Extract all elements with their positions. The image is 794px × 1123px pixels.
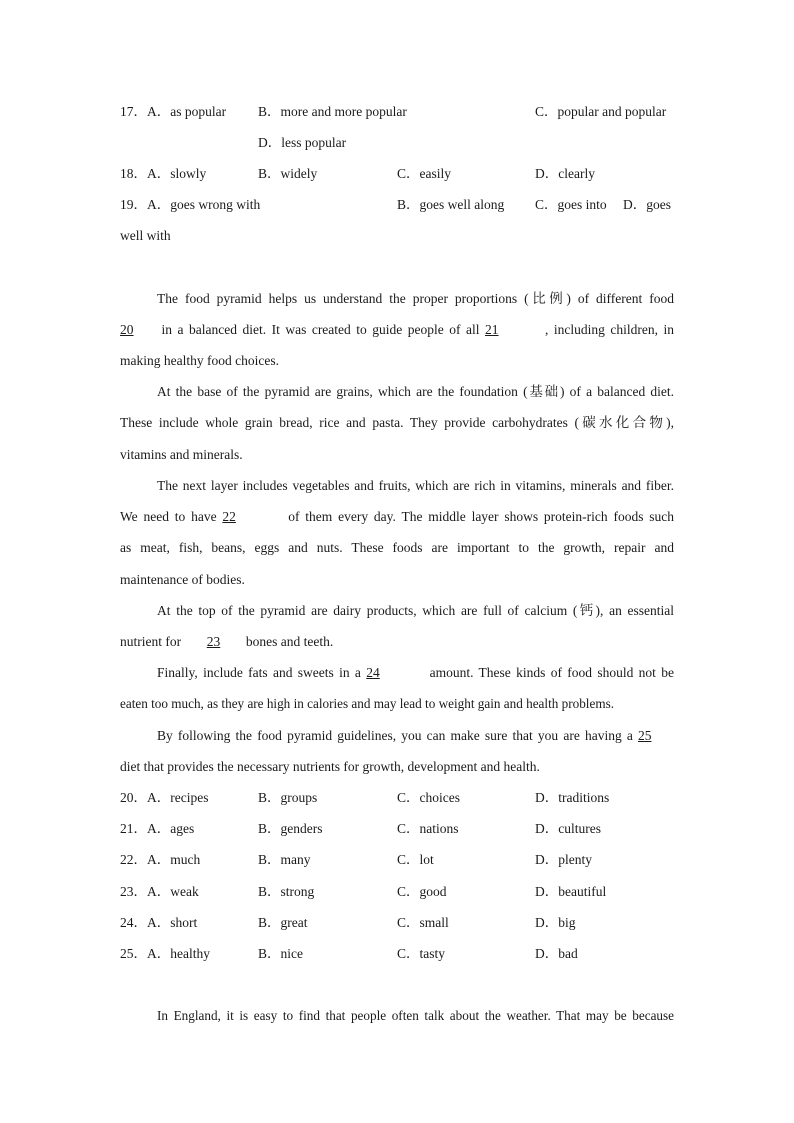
q19-option-b: B．goes well along — [397, 197, 505, 212]
passage-p4-line-1: At the top of the pyramid are dairy products, which are full of calcium (钙), an essential — [157, 603, 674, 618]
q18-option-b: B．widely — [258, 166, 318, 181]
passage-text: amount. These kinds of food should not be — [429, 665, 674, 680]
passage-p3-line-2 — [120, 507, 674, 527]
q21-option-b: B．genders — [258, 821, 323, 836]
q20-option-b: B．groups — [258, 790, 318, 805]
passage-p6-line-2: diet that provides the necessary nutrients for growth, development and health. — [120, 759, 540, 774]
q20-option-c: C．choices — [397, 790, 460, 805]
q25-option-b: B．nice — [258, 946, 303, 961]
blank-23: 23 — [206, 634, 221, 649]
passage-text: , including children, in — [545, 322, 674, 337]
q19-option-a: 19．A．goes wrong with — [120, 197, 261, 212]
passage-p3-line-3: as meat, fish, beans, eggs and nuts. These foods are important to the growth, repair and — [120, 540, 674, 555]
passage-text: bones and teeth. — [245, 634, 334, 649]
q24-option-b: B．great — [258, 915, 308, 930]
passage-p5-line-2: eaten too much, as they are high in calories and may lead to weight gain and health problems. — [120, 696, 615, 711]
q17-option-a: 17．A．as popular — [120, 104, 227, 119]
q17-option-b: B．more and more popular — [258, 104, 407, 119]
q25-option-a: 25．A．healthy — [120, 946, 210, 961]
blank-22: 22 — [222, 509, 236, 524]
q18-option-d: D．clearly — [535, 166, 595, 181]
q22-option-b: B．many — [258, 852, 311, 867]
q17-option-c: C．popular and popular — [535, 104, 667, 119]
q17-option-d: D．less popular — [258, 135, 347, 150]
q18-option-a: 18．A．slowly — [120, 166, 207, 181]
question-18-row — [120, 164, 674, 184]
q20-option-d: D．traditions — [535, 790, 610, 805]
passage-p2-line-1: At the base of the pyramid are grains, which are the foundation (基础) of a balanced diet. — [157, 384, 674, 399]
question-22-row — [120, 850, 674, 870]
q21-option-d: D．cultures — [535, 821, 601, 836]
passage-p1-line-2 — [120, 320, 674, 340]
passage-p2-line-3: vitamins and minerals. — [120, 447, 243, 462]
passage-p3-line-1: The next layer includes vegetables and fruits, which are rich in vitamins, minerals and fiber. — [157, 478, 674, 493]
q19-option-d-continued: well with — [120, 228, 171, 243]
question-20-row — [120, 788, 674, 808]
q21-option-c: C．nations — [397, 821, 459, 836]
question-17-row-2 — [120, 133, 674, 153]
question-23-row — [120, 882, 674, 902]
q22-option-d: D．plenty — [535, 852, 592, 867]
passage-p5-line-1 — [157, 663, 674, 683]
q19-option-c: C．goes into — [535, 197, 607, 212]
question-19-row — [120, 195, 674, 215]
question-25-row — [120, 944, 674, 964]
q24-option-a: 24．A．short — [120, 915, 198, 930]
passage-text: Finally, include fats and sweets in a — [157, 665, 361, 680]
q23-option-d: D．beautiful — [535, 884, 607, 899]
passage-text: By following the food pyramid guidelines, you can make sure that you are having a — [157, 728, 633, 743]
q23-option-a: 23．A．weak — [120, 884, 199, 899]
blank-20: 20 — [120, 322, 134, 337]
q23-option-c: C．good — [397, 884, 447, 899]
passage-text: in a balanced diet. It was created to guide people of all — [161, 322, 480, 337]
question-19-row-2 — [120, 226, 674, 246]
question-17-row — [120, 102, 674, 122]
question-21-row — [120, 819, 674, 839]
blank-25: 25 — [638, 728, 652, 743]
q24-option-c: C．small — [397, 915, 449, 930]
next-passage-line-1: In England, it is easy to find that people often talk about the weather. That may be because — [157, 1008, 674, 1023]
q21-option-a: 21．A．ages — [120, 821, 195, 836]
question-24-row — [120, 913, 674, 933]
q23-option-b: B．strong — [258, 884, 315, 899]
q22-option-c: C．lot — [397, 852, 434, 867]
q22-option-a: 22．A．much — [120, 852, 201, 867]
blank-24: 24 — [366, 665, 380, 680]
passage-p1-line-3: making healthy food choices. — [120, 353, 279, 368]
passage-p1-line-1: The food pyramid helps us understand the proper proportions (比例) of different food — [157, 291, 674, 306]
q24-option-d: D．big — [535, 915, 576, 930]
q25-option-c: C．tasty — [397, 946, 446, 961]
passage-text: of them every day. The middle layer shows protein-rich foods such — [288, 509, 675, 524]
blank-21: 21 — [485, 322, 499, 337]
q18-option-c: C．easily — [397, 166, 451, 181]
passage-text: nutrient for — [120, 634, 182, 649]
passage-p2-line-2: These include whole grain bread, rice and pasta. They provide carbohydrates (碳水化合物), — [120, 415, 674, 430]
passage-p3-line-4: maintenance of bodies. — [120, 572, 245, 587]
passage-text: We need to have — [120, 509, 217, 524]
passage-p6-line-1 — [157, 726, 674, 746]
q19-option-d: D．goes — [623, 197, 671, 212]
q20-option-a: 20．A．recipes — [120, 790, 209, 805]
passage-p4-line-2 — [120, 632, 674, 652]
q25-option-d: D．bad — [535, 946, 578, 961]
